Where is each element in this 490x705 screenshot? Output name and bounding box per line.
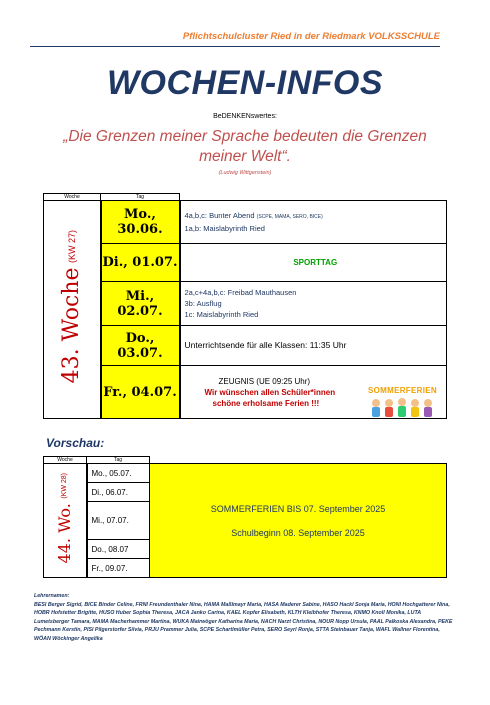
content-monday: 4a,b,c: Bunter Abend (SCPE, MAMA, SERO, BICE) 1a,b: Maislabyrinth Ried (180, 201, 447, 244)
preview-week-label: 44. Wo. (55, 502, 75, 564)
preview-heading: Vorschau: (46, 436, 105, 450)
school-name: Pflichtschulcluster Ried in der Riedmark VOLKSSCHULE (182, 31, 440, 42)
day-monday: Mo., 30.06. (101, 201, 180, 244)
quote-author: (Ludwig Wittgenstein) (218, 170, 272, 176)
preview-day-thursday: Do., 08.07 (87, 540, 150, 559)
day-thursday: Do., 03.07. (101, 326, 180, 366)
content-friday: ZEUGNIS (UE 09:25 Uhr) Wir wünschen allen Schüler*innen schöne erholsame Ferien !!! (180, 366, 447, 419)
content-tuesday: SPORTTAG (180, 244, 447, 282)
sommerferien-sticker: SOMMERFERIEN (368, 386, 436, 426)
preview-table (43, 456, 447, 578)
preview-week-cell (44, 464, 87, 578)
week-label: 43. Woche (59, 267, 85, 384)
week-kw: (KW 27) (67, 230, 78, 264)
preview-day-monday: Mo., 05.07. (87, 464, 150, 483)
page-title: WOCHEN-INFOS (106, 64, 384, 102)
day-wednesday: Mi., 02.07. (101, 282, 180, 326)
teacher-list-text: BESI Berger Sigrid, BICE Binder Celine, FRNI Freundenthaler Nina, HAMA Maßlmayr Maria, HASA Maderer Sabine, HASO Hackl Sonja Maria, HONI Hochgatterer Nina, HOBR Hofstetter Brigitte, HUSO Huber Sophia Theresa, JACA Janko Carina, KAEL Kopfer Elisabeth, KLTH Kleibhofer Theresa, KNMO Knoll Monika, LUTA Lumetsberger Tamara, MAMA Macherhammer Martina, WUKA Mairwöger Katharina Maria, NACH Narzt Christina, NOUR Nopp Ursula, PAAL Palkoska Alexandra, PEKE Pechmann Kerstin, PISI Pilgerstorfer Silvia, PRJU Prammer Julia, SCPE Schartlmüller Petra, SERO Seyrl Ronja, STTA Steinbauer Tanja, WAFL Wallner Florentina, WÖAN Wöckinger Angelika (34, 601, 453, 642)
content-wednesday: 2a,c+4a,b,c: Freibad Mauthausen 3b: Ausflug 1c: Maislabyrinth Ried (180, 282, 447, 326)
quote: „Die Grenzen meiner Sprache bedeuten die Grenzen meiner Welt“. (63, 128, 427, 165)
preview-day-wednesday: Mi., 07.07. (87, 502, 150, 540)
summer-break-line: SOMMERFERIEN BIS 07. September 2025 (210, 503, 386, 514)
preview-day-tuesday: Di., 06.07. (87, 483, 150, 502)
preview-week-header: Woche (44, 457, 87, 464)
preview-day-friday: Fr., 09.07. (87, 559, 150, 578)
preview-week-kw: (KW 28) (61, 472, 69, 499)
header-divider (30, 46, 440, 47)
teacher-list (34, 592, 454, 643)
school-start-line: Schulbeginn 08. September 2025 (231, 527, 365, 538)
summer-break-box (150, 464, 447, 578)
day-friday: Fr., 04.07. (101, 366, 180, 419)
day-column-header: Tag (101, 194, 180, 201)
day-tuesday: Di., 01.07. (101, 244, 180, 282)
preview-day-header: Tag (87, 457, 150, 464)
teacher-list-heading: Lehrernamen: (34, 593, 70, 599)
week-label-cell (44, 201, 101, 419)
content-thursday: Unterrichtsende für alle Klassen: 11:35 Uhr (180, 326, 447, 366)
intro-label: BeDENKENswertes: (213, 113, 277, 120)
week-column-header: Woche (44, 194, 101, 201)
